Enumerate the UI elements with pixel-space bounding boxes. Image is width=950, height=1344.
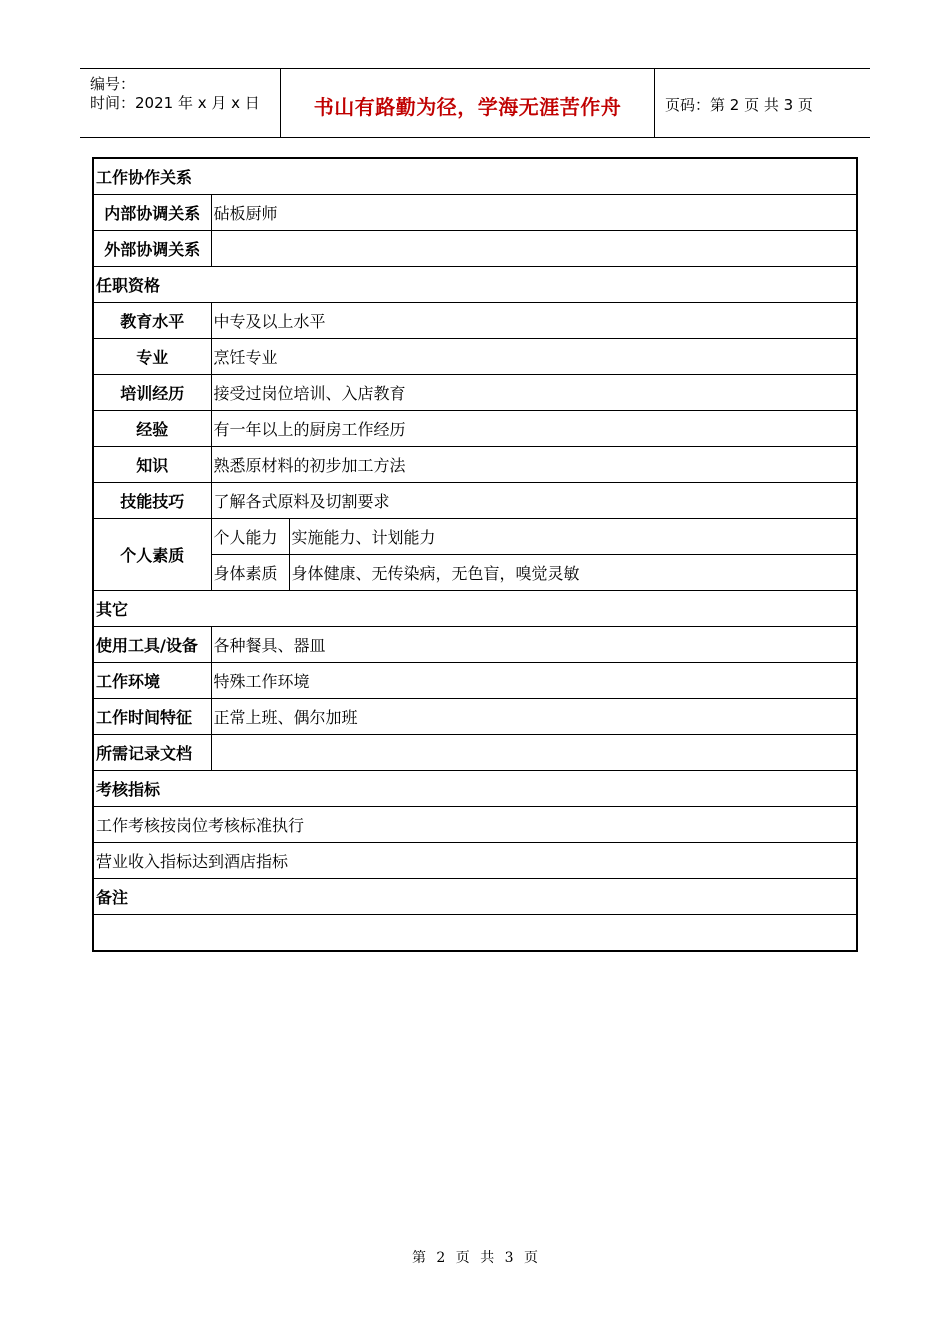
section-row (93, 771, 857, 807)
tools-value: 各种餐具、器皿 (211, 627, 857, 663)
table-row (93, 339, 857, 375)
section-title-assessment: 考核指标 (93, 771, 857, 807)
work-time-label: 工作时间特征 (93, 699, 211, 735)
work-time-value: 正常上班、偶尔加班 (211, 699, 857, 735)
personal-ability-label: 个人能力 (211, 519, 289, 555)
job-description-table (92, 157, 858, 952)
records-label: 所需记录文档 (93, 735, 211, 771)
table-row (93, 843, 857, 879)
knowledge-label: 知识 (93, 447, 211, 483)
footer-total-pages: 3 (504, 1250, 514, 1266)
internal-coordination-label: 内部协调关系 (93, 195, 211, 231)
table-row (93, 735, 857, 771)
external-coordination-label: 外部协调关系 (93, 231, 211, 267)
section-title-cooperation: 工作协作关系 (93, 158, 857, 195)
table-row (93, 663, 857, 699)
header-page-info: 页码：第 2 页 共 3 页 (665, 96, 813, 114)
section-row (93, 158, 857, 195)
footer-di: 第 (411, 1250, 426, 1266)
internal-coordination-value: 砧板厨师 (211, 195, 857, 231)
page-footer (0, 1247, 950, 1267)
section-row (93, 879, 857, 915)
page-header (80, 68, 870, 138)
major-value: 烹饪专业 (211, 339, 857, 375)
footer-ye-2: 页 (524, 1250, 539, 1266)
footer-gong: 共 (480, 1250, 495, 1266)
experience-value: 有一年以上的厨房工作经历 (211, 411, 857, 447)
major-label: 专业 (93, 339, 211, 375)
header-page-cell (655, 69, 870, 137)
table-row (93, 699, 857, 735)
notes-value (93, 915, 857, 952)
table-row (93, 303, 857, 339)
training-label: 培训经历 (93, 375, 211, 411)
section-title-qualification: 任职资格 (93, 267, 857, 303)
assessment-item: 营业收入指标达到酒店指标 (93, 843, 857, 879)
physical-quality-value: 身体健康、无传染病，无色盲，嗅觉灵敏 (289, 555, 857, 591)
section-row (93, 591, 857, 627)
table-row (93, 519, 857, 555)
table-row (93, 807, 857, 843)
table-row (93, 483, 857, 519)
external-coordination-value (211, 231, 857, 267)
tools-label: 使用工具/设备 (93, 627, 211, 663)
document-time-label: 时间：2021 年 x 月 x 日 (90, 94, 260, 112)
header-meta (80, 69, 280, 137)
environment-value: 特殊工作环境 (211, 663, 857, 699)
section-title-notes: 备注 (93, 879, 857, 915)
records-value (211, 735, 857, 771)
table-row (93, 231, 857, 267)
training-value: 接受过岗位培训、入店教育 (211, 375, 857, 411)
footer-ye: 页 (455, 1250, 470, 1266)
assessment-item: 工作考核按岗位考核标准执行 (93, 807, 857, 843)
section-title-other: 其它 (93, 591, 857, 627)
personal-quality-label: 个人素质 (93, 519, 211, 591)
table-row (93, 411, 857, 447)
knowledge-value: 熟悉原材料的初步加工方法 (211, 447, 857, 483)
header-motto-cell (280, 69, 655, 137)
experience-label: 经验 (93, 411, 211, 447)
table-row (93, 915, 857, 952)
table-row (93, 447, 857, 483)
document-number-label: 编号： (90, 75, 136, 93)
physical-quality-label: 身体素质 (211, 555, 289, 591)
table-row (93, 195, 857, 231)
table-row (93, 627, 857, 663)
header-motto: 书山有路勤为径，学海无涯苦作舟 (313, 95, 622, 119)
environment-label: 工作环境 (93, 663, 211, 699)
education-value: 中专及以上水平 (211, 303, 857, 339)
skills-value: 了解各式原料及切割要求 (211, 483, 857, 519)
table-row (93, 375, 857, 411)
section-row (93, 267, 857, 303)
education-label: 教育水平 (93, 303, 211, 339)
personal-ability-value: 实施能力、计划能力 (289, 519, 857, 555)
skills-label: 技能技巧 (93, 483, 211, 519)
footer-page-number: 2 (436, 1250, 446, 1266)
